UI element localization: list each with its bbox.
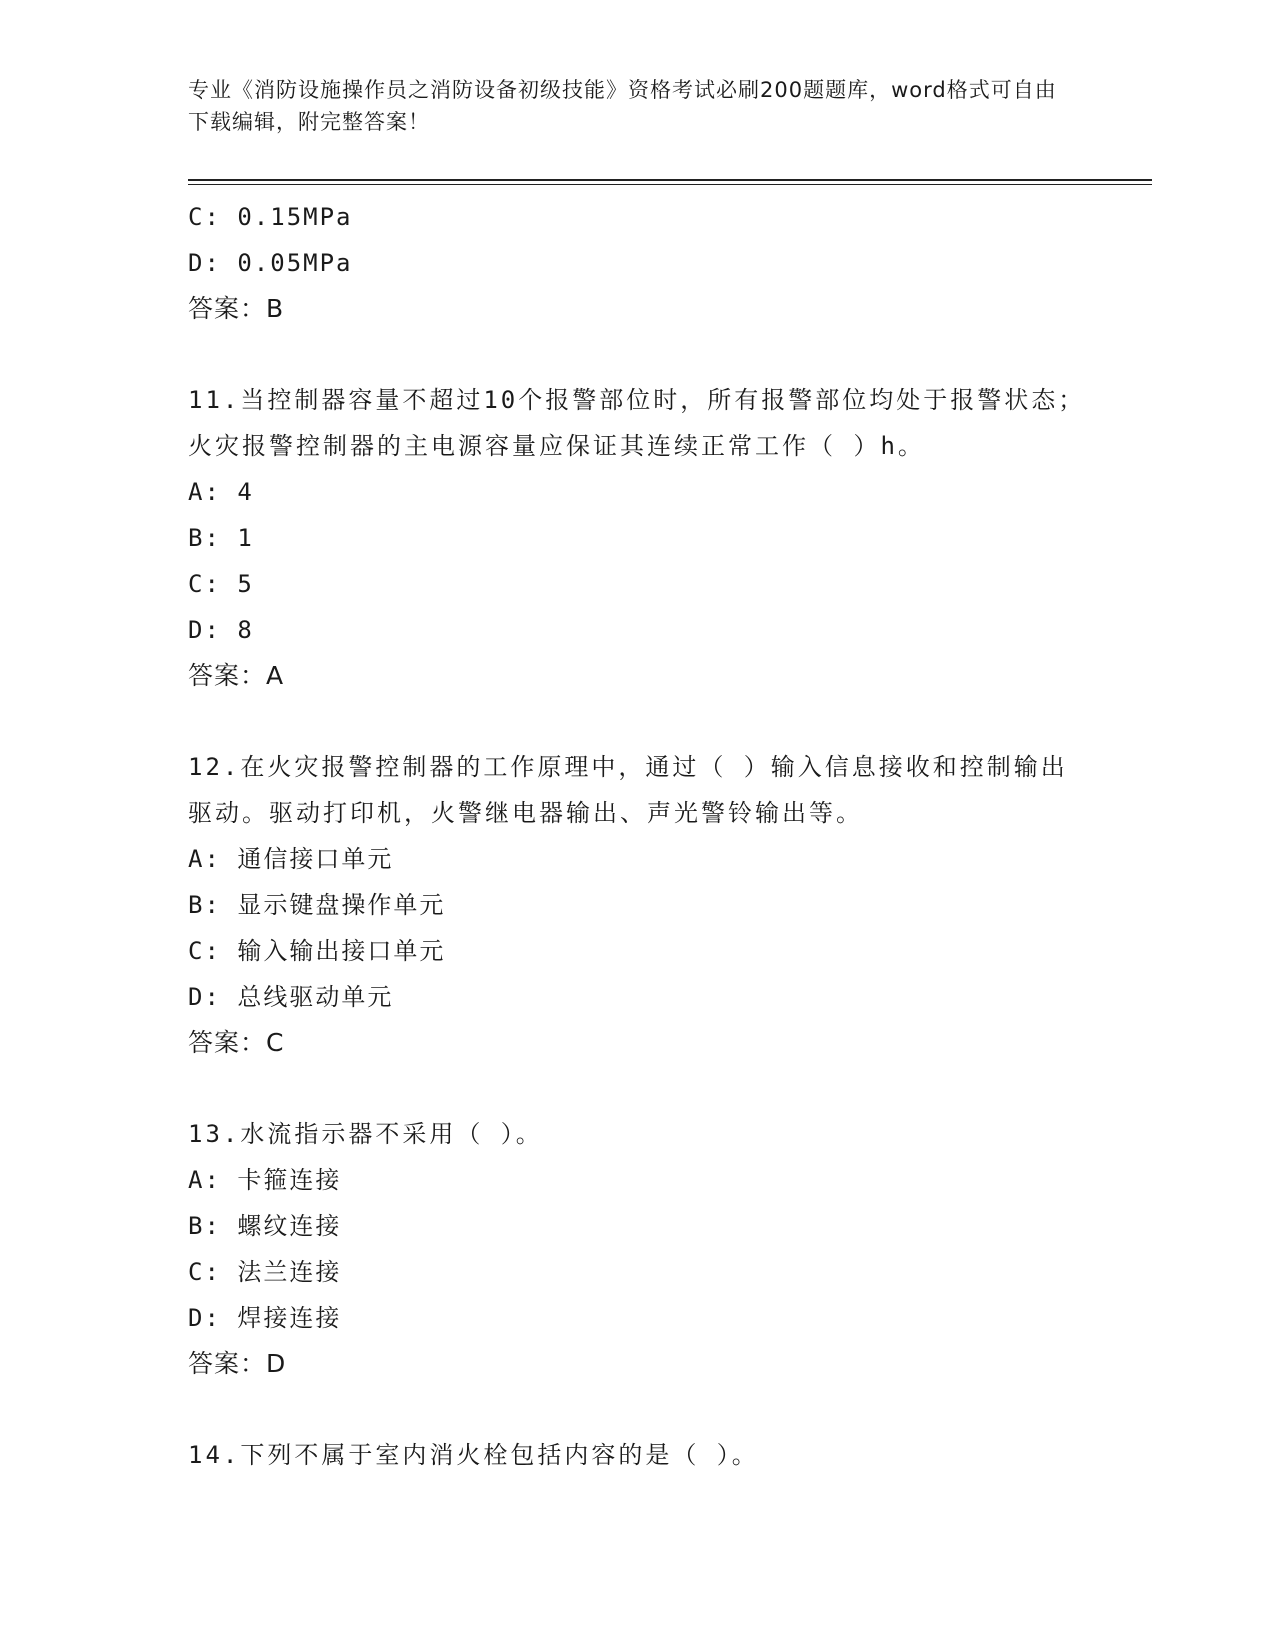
question-text: 11.当控制器容量不超过10个报警部位时，所有报警部位均处于报警状态；火灾报警控制器的主电源容量应保证其连续正常工作（ ）h。	[188, 386, 1086, 460]
question-list	[188, 194, 1088, 1478]
previous-question-tail	[188, 194, 1088, 332]
answer-line: 答案：D	[188, 1349, 287, 1378]
option-b: B: 螺纹连接	[188, 1212, 342, 1240]
answer-line: 答案：A	[188, 661, 285, 690]
answer-line: 答案：C	[188, 1028, 285, 1057]
option-c: C: 0.15MPa	[188, 203, 353, 231]
question-12	[188, 744, 1088, 1066]
answer-line: 答案：B	[188, 294, 285, 323]
document-header: 专业《消防设施操作员之消防设备初级技能》资格考试必刷200题题库，word格式可自由下载编辑，附完整答案！	[188, 78, 1057, 134]
option-b: B: 1	[188, 524, 254, 552]
option-a: A: 4	[188, 478, 254, 506]
question-14	[188, 1432, 1088, 1478]
header-rule-thin	[188, 184, 1152, 185]
option-c: C: 法兰连接	[188, 1258, 342, 1286]
option-c: C: 输入输出接口单元	[188, 937, 446, 965]
header-rule-thick	[188, 179, 1152, 181]
question-text: 14.下列不属于室内消火栓包括内容的是（ ）。	[188, 1441, 759, 1469]
question-text: 12.在火灾报警控制器的工作原理中，通过（ ）输入信息接收和控制输出驱动。驱动打印机，火警继电器输出、声光警铃输出等。	[188, 753, 1068, 827]
question-11	[188, 377, 1088, 699]
option-d: D: 焊接连接	[188, 1304, 342, 1332]
question-13	[188, 1111, 1088, 1387]
option-a: A: 通信接口单元	[188, 845, 394, 873]
option-c: C: 5	[188, 570, 254, 598]
option-a: A: 卡箍连接	[188, 1166, 342, 1194]
option-d: D: 8	[188, 616, 254, 644]
option-b: B: 显示键盘操作单元	[188, 891, 446, 919]
question-text: 13.水流指示器不采用（ ）。	[188, 1120, 543, 1148]
option-d: D: 0.05MPa	[188, 249, 353, 277]
option-d: D: 总线驱动单元	[188, 983, 394, 1011]
